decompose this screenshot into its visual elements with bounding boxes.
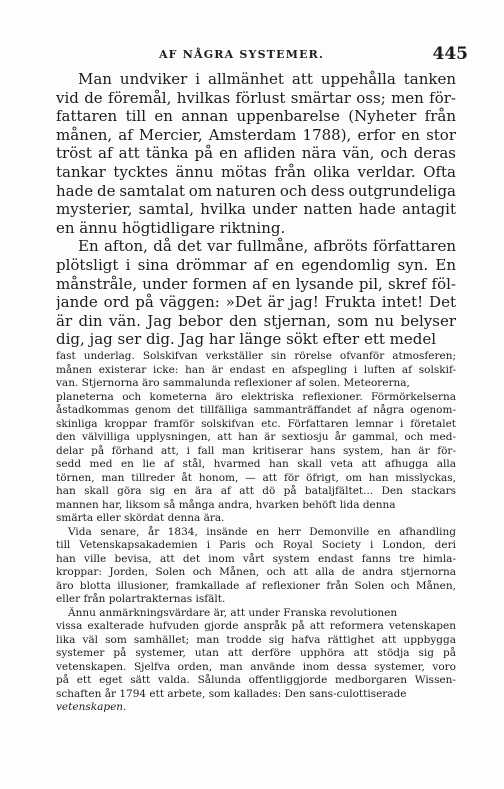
page-header: [55, 44, 468, 64]
text-line: dig, jag ser dig. Jag har länge sökt efter ett medel: [56, 330, 437, 349]
footnote-line: han ville bevisa, att det inom vårt system endast fanns tre himla-: [56, 552, 456, 565]
text-line: mysterier, samtal, hvilka under natten hade antagit: [56, 200, 456, 219]
text-line: vid de föremål, hvilkas förlust smärtar oss; men för-: [56, 88, 456, 107]
footnote-line: äro blotta illusioner, framkallade af reflexioner från Solen och Månen,: [56, 579, 456, 592]
footnote-line: Vida senare, år 1834, insände en herr Demonville en afhandling: [68, 525, 456, 538]
text-line: jande ord på väggen: »Det är jag! Frukta intet! Det: [56, 293, 456, 312]
text-line: tröst af att tänka på en afliden nära vän, och deras: [56, 144, 456, 163]
text-line: en ännu högtidligare riktning.: [56, 218, 286, 237]
text-line: fattaren till en annan uppenbarelse (Nyheter från: [56, 107, 456, 126]
footnote-line: schaften år 1794 ett arbete, som kallades: Den sans-culottiserade: [56, 687, 407, 700]
footnote-line: vetenskapen.: [56, 701, 127, 713]
footnote-line: fast underlag. Solskifvan verkställer sin rörelse ofvanför atmosferen;: [56, 350, 456, 362]
footnote-line: delar på förhand att, i fall man kritiserar hans system, han är för-: [56, 444, 456, 457]
footnote-line: den välvilliga upplysningen, att han är sextiosju år gammal, och med-: [56, 431, 456, 443]
footnote-line: vetenskapen. Sjelfva orden, man använde inom dessa systemer, voro: [56, 660, 456, 673]
main-text: [56, 70, 456, 349]
text-line: månstråle, under formen af en lysande pil, skref föl-: [56, 274, 456, 293]
page-number: 445: [432, 44, 468, 64]
footnote-line: kroppar: Jorden, Solen och Månen, och att alla de andra stjernorna: [56, 566, 456, 578]
running-head: AF NÅGRA SYSTEMER.: [158, 48, 325, 61]
footnote-line: eller från polartrakternas isfält.: [56, 593, 226, 605]
text-line: månen, af Mercier, Amsterdam 1788), erfor en stor: [56, 125, 456, 144]
footnote-line: på ett eget sätt valda. Sålunda offentliggjorde medborgaren Wissen-: [56, 674, 456, 686]
text-line: Man undviker i allmänhet att uppehålla tanken: [78, 70, 456, 88]
footnote-line: skinliga kroppar framför solskifvan etc. Författaren lemnar i företalet: [56, 417, 456, 430]
footnote-line: månen existerar icke: han är endast en afspegling i luften af solskif-: [56, 363, 456, 376]
text-line: är din vän. Jag bebor den stjernan, som nu belyser: [56, 311, 456, 330]
footnote-line: vissa exalterade hufvuden gjorde anspråk på att reformera vetenskapen: [56, 620, 456, 632]
footnote-line: systemer på systemer, utan att derföre upphöra att stödja sig på: [56, 647, 456, 659]
footnote-line: åstadkommas genom det tillfälliga sammanträffandet af några ogenom-: [56, 404, 456, 416]
text-line: plötsligt i sina drömmar af en egendomlig syn. En: [56, 255, 456, 274]
footnote-block: [56, 350, 456, 715]
text-line: En afton, då det var fullmåne, afbröts författaren: [78, 237, 456, 256]
footnote-line: törnen, man tillreder åt honom, — att för öfrigt, om han misslyckas,: [56, 471, 456, 484]
footnote-line: han skall göra sig en ära af att dö på bataljfältet... Den stackars: [56, 485, 456, 497]
footnote-line: van. Stjernorna äro sammalunda reflexioner af solen. Meteorerna,: [56, 377, 410, 389]
footnote-line: sedd med en lie af stål, hvarmed han skall veta att afhugga alla: [56, 458, 456, 470]
footnote-line: smärta eller skördat denna ära.: [56, 512, 225, 524]
footnote-line: till Vetenskapsakademien i Paris och Royal Society i London, deri: [56, 539, 456, 551]
footnote-line: mannen har, liksom så många andra, hvarken behöft lida denna: [56, 498, 396, 511]
text-line: hade de samtalat om naturen och dess outgrundeliga: [56, 181, 456, 200]
footnote-line: lika väl som samhället; man trodde sig hafva rättighet att uppbygga: [56, 633, 456, 646]
footnote-line: Ännu anmärkningsvärdare är, att under Franska revolutionen: [68, 606, 398, 619]
footnote-line: planeterna och kometerna äro elektriska reflexioner. Förmörkelserna: [56, 390, 456, 403]
text-line: tankar tycktes ännu mötas från olika verldar. Ofta: [56, 162, 456, 181]
